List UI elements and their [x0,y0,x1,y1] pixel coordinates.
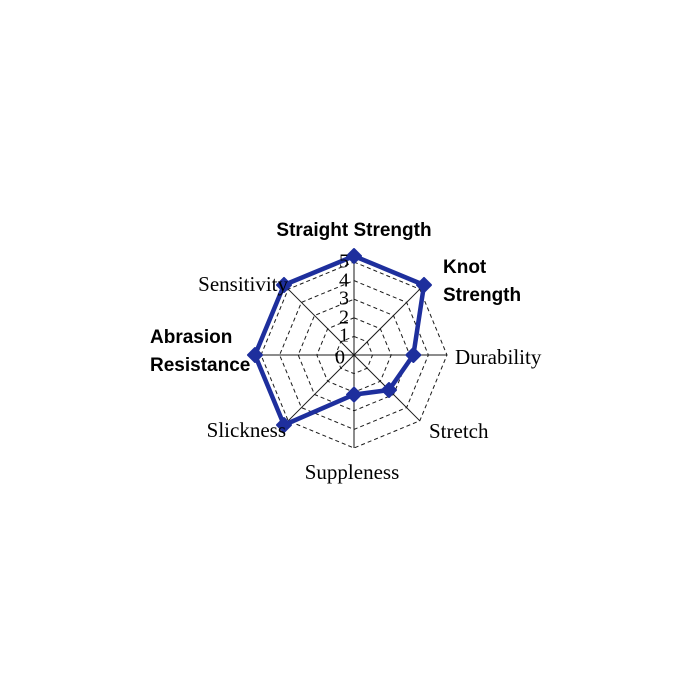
axis-label-slickness [207,416,286,444]
axis-label-straight-strength [276,217,431,245]
axis-label-line: Suppleness [304,460,400,484]
axis-label-line: Slickness [206,418,286,442]
axis-label-line: Strength [443,285,522,306]
axis-label-line: Resistance [150,355,251,376]
axis-label-sensitivity [198,270,288,298]
axis-label-abrasion-resistance [150,324,250,380]
tick-label-2: 2 [339,306,349,329]
axis-label-stretch [429,417,488,445]
axis-label-durability [455,343,541,371]
tick-label-5: 5 [339,250,349,273]
axis-label-line: Abrasion [150,327,233,348]
tick-label-0: 0 [335,346,345,369]
axis-label-line: Straight Strength [276,220,432,241]
axis-label-knot-strength [443,254,521,310]
tick-label-1: 1 [339,324,349,347]
data-point-marker-0 [347,249,361,263]
axis-label-line: Sensitivity [198,272,288,296]
axis-label-suppleness [305,458,400,486]
axis-label-line: Knot [443,257,487,278]
tick-label-3: 3 [339,287,349,310]
axis-label-line: Durability [455,345,542,369]
tick-label-4: 4 [339,269,349,292]
axis-label-line: Stretch [429,419,489,443]
